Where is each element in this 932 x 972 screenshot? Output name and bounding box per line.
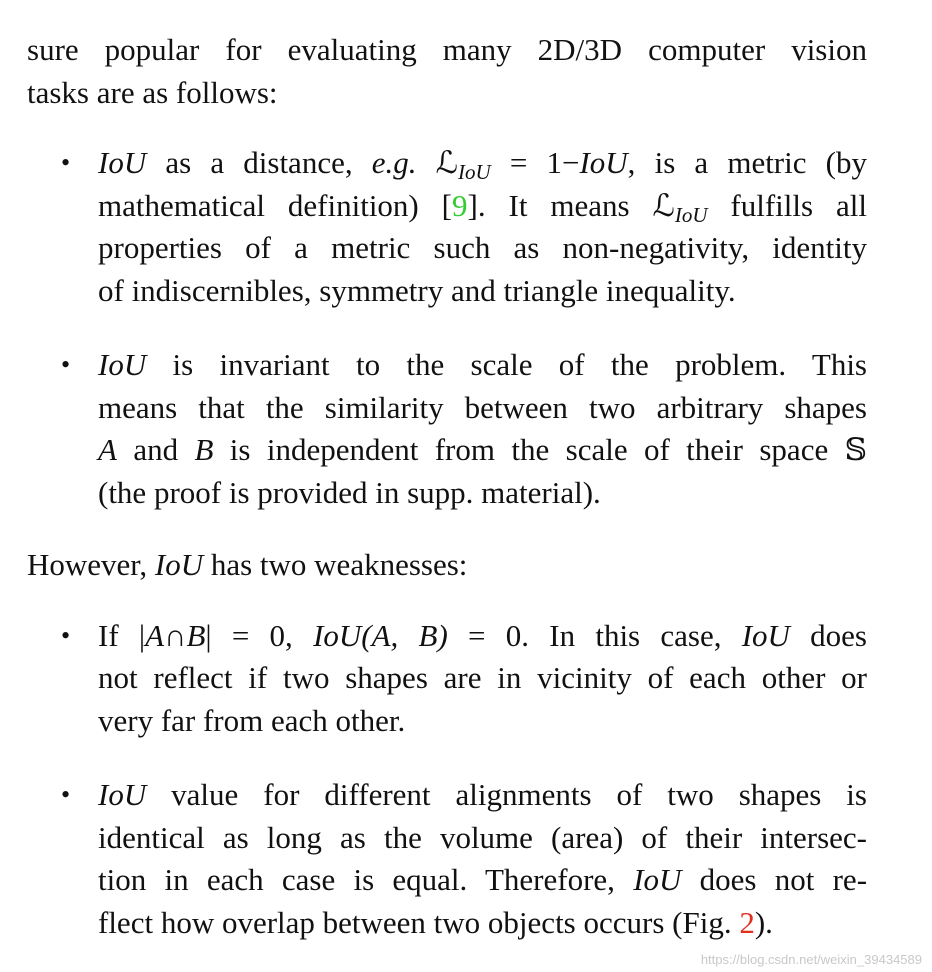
text-span: as a distance,: [146, 145, 372, 180]
iou-symbol: IoU: [98, 145, 147, 180]
item2-line-4: (the proof is provided in supp. material).: [98, 474, 601, 510]
list-item-zero-overlap: [27, 615, 867, 743]
text-span: is independent from the scale of their space 𝕊: [213, 432, 867, 467]
text-span: ).: [754, 904, 773, 940]
iou-symbol: IoU: [633, 862, 682, 897]
bullet-icon: •: [61, 148, 71, 177]
loss-symbol: ℒ: [652, 187, 675, 223]
w2-line-1: [98, 774, 867, 817]
w2-line-3: [98, 859, 867, 902]
item1-line-1: [98, 142, 867, 185]
shape-a-symbol: A: [145, 617, 165, 653]
intro-line-2: tasks are as follows:: [27, 74, 278, 110]
loss-symbol: ℒ: [416, 145, 458, 180]
intersection-symbol: ∩: [164, 617, 187, 653]
figure-ref-link[interactable]: 2: [739, 904, 755, 940]
w1-line-2: not reflect if two shapes are in vicinity of each other or: [98, 660, 867, 695]
metric-properties-list: [27, 142, 867, 514]
text-span: has two weaknesses:: [203, 547, 468, 582]
iou-symbol: IoU: [741, 617, 790, 653]
weaknesses-intro: [27, 544, 867, 587]
item1-line-2: [98, 185, 867, 228]
text-span: = 0. In this case,: [447, 617, 742, 653]
loss-subscript: IoU: [458, 160, 491, 184]
shape-b-symbol: B: [194, 432, 214, 467]
text-span: flect how overlap between two objects occurs (Fig.: [98, 904, 740, 940]
bullet-icon: •: [61, 620, 71, 650]
iou-symbol: IoU: [154, 547, 204, 582]
paper-text-column: [27, 29, 867, 944]
iou-symbol: IoU: [313, 617, 362, 653]
iou-symbol: IoU: [98, 777, 147, 812]
list-item-scale-invariance: [27, 344, 867, 514]
shape-a-symbol: A: [98, 432, 117, 467]
text-span: However,: [27, 547, 155, 582]
text-span: and: [116, 432, 195, 467]
text-span: value for different alignments of two shapes is: [146, 777, 867, 812]
text-span: mathematical definition) [: [98, 187, 453, 223]
w1-line-1: [98, 615, 867, 658]
item2-line-2: means that the similarity between two arbitrary shapes: [98, 389, 867, 425]
eg-abbrev: e.g.: [371, 145, 417, 180]
bullet-icon: •: [61, 350, 71, 379]
shape-b-symbol: B: [186, 617, 206, 653]
text-span: ]. It means: [467, 187, 653, 223]
text-span: is invariant to the scale of the problem. This: [146, 347, 867, 382]
text-span: does not re-: [681, 862, 868, 897]
iou-arguments: (A, B): [361, 617, 448, 653]
list-item-alignment: [27, 774, 867, 944]
text-span: If |: [98, 617, 146, 653]
item2-line-3: [98, 429, 867, 472]
item1-line-4: of indiscernibles, symmetry and triangle inequality.: [98, 272, 736, 308]
w2-line-4: [98, 902, 867, 945]
text-span: | = 0,: [205, 617, 314, 653]
equation-text: = 1−: [490, 145, 580, 180]
text-span: tion in each case is equal. Therefore,: [98, 862, 634, 897]
text-span: does: [789, 617, 867, 653]
list-item-metric: [27, 142, 867, 312]
item2-line-1: [98, 344, 867, 387]
w2-line-2: identical as long as the volume (area) of their intersec-: [98, 819, 867, 855]
weaknesses-list: [27, 615, 867, 945]
intro-paragraph: [27, 29, 867, 114]
iou-symbol: IoU: [579, 145, 628, 180]
bullet-icon: •: [61, 780, 71, 809]
loss-subscript: IoU: [674, 202, 708, 227]
item1-line-3: properties of a metric such as non-negativity, identity: [98, 230, 867, 265]
iou-symbol: IoU: [98, 347, 147, 382]
w1-line-3: very far from each other.: [98, 702, 406, 738]
text-span: fulfills all: [707, 187, 867, 223]
intro-line-1: sure popular for evaluating many 2D/3D computer vision: [27, 32, 867, 67]
text-span: , is a metric (by: [627, 145, 867, 180]
watermark-url: https://blog.csdn.net/weixin_39434589: [700, 952, 922, 967]
citation-link[interactable]: 9: [452, 187, 468, 223]
